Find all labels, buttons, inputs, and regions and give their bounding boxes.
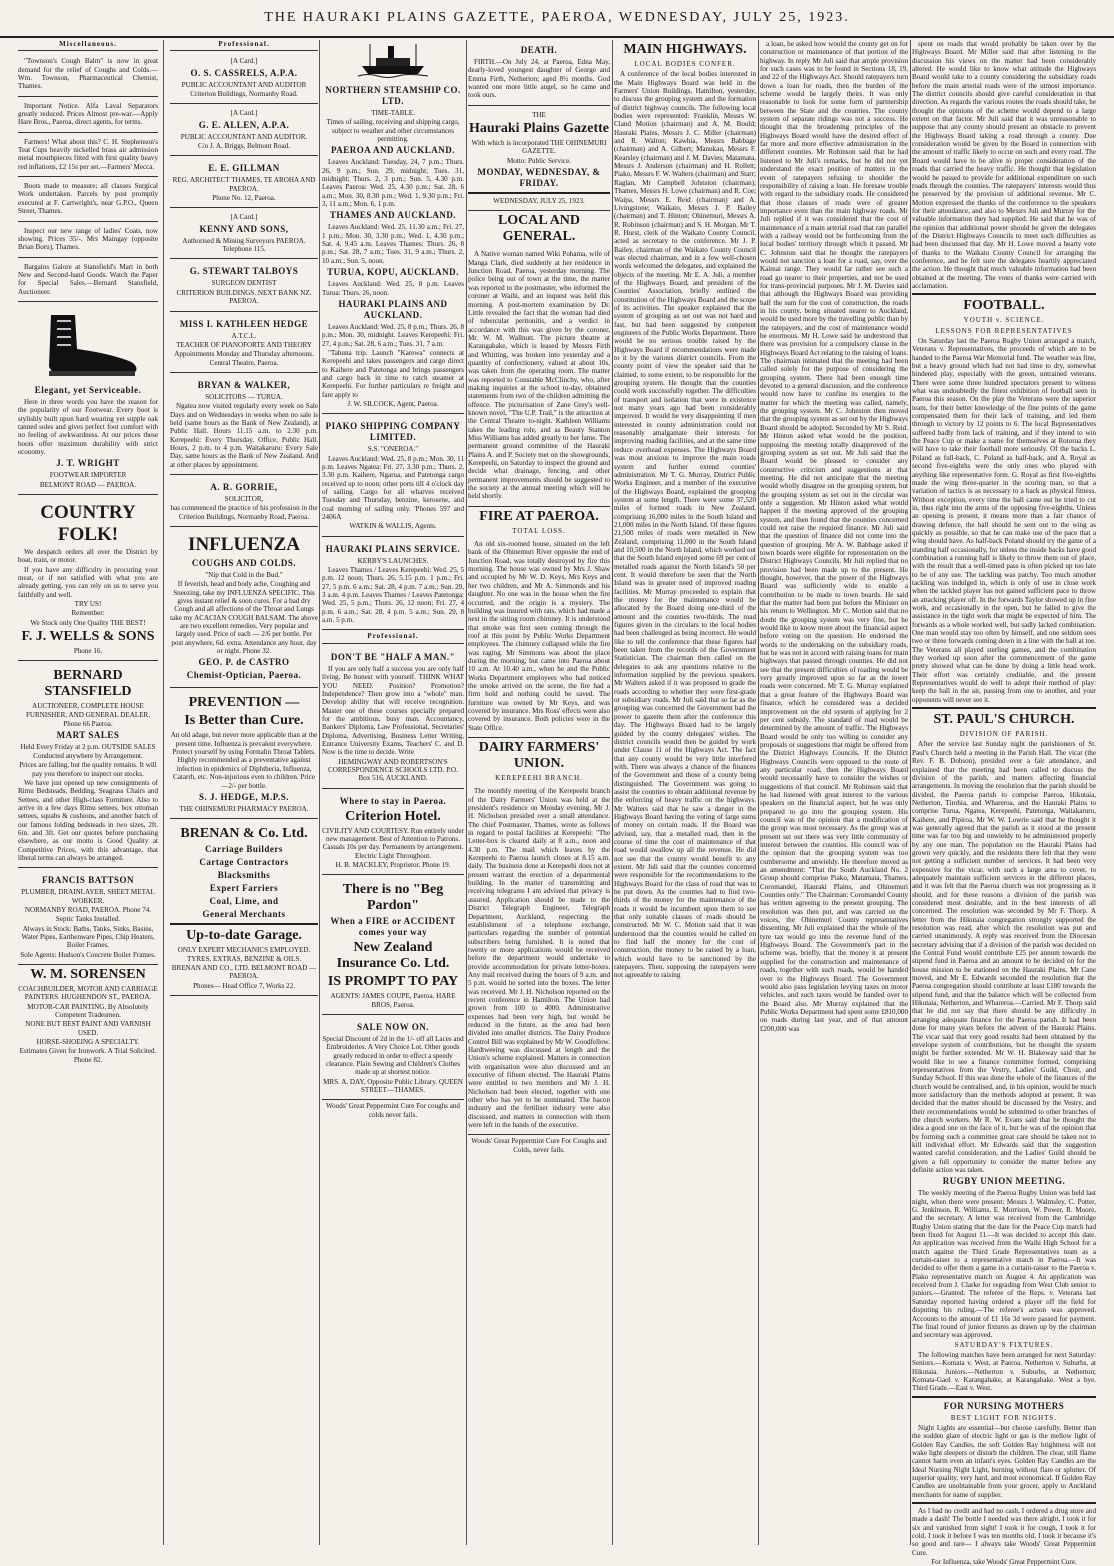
masthead: THE HAURAKI PLAINS GAZETTE, PAEROA, WEDNESDAY, JULY 25, 1923. (0, 0, 1114, 38)
ad-brenan (170, 821, 318, 996)
ad-sign: J. W. SILCOCK, Agent, Paeroa. (347, 399, 439, 408)
ad-phone: Phone 16. (73, 647, 103, 656)
column-rule (466, 40, 467, 1545)
ad-text: Prices are falling, but the quality remains. It will pay you therefore to inspect our stocks. (19, 761, 157, 778)
ad-steamship (322, 80, 464, 414)
ad-advertiser: GEO. P. de CASTRO (198, 657, 290, 668)
ad-list-item: General Merchants (202, 909, 286, 920)
column-3 (322, 40, 464, 1545)
ad-sign: Chemist-Optician, Paeroa. (186, 670, 302, 681)
route-title: THAMES AND AUCKLAND. (329, 210, 457, 221)
ad-advertiser: BERNARD STANSFIELD (44, 668, 132, 700)
article-body: a loan, he asked how would the county get on for construction or maintenance of that portion of the highway. In reply Mr Juli said that ample provision for such cases was to be found in Sections 18, 19, and 22 of the Highways Act. Should ratepayers turn down a loan for roads, then the burden of the scheme would be largely theirs. It was only reasonable to look for some form of partnership between the State and the counties. The county system of separate ridings was not a success. He thought that the broadening principles of the Highways Board would have the desired effect of far more and more effective administration in the different counties. Mr Robinson said that he had listened to Mr Juli's remarks, but he did not yet understand the exact position of matters in the event of ratepayers refusing to shoulder the responsibility of raising a loan. He foresaw trouble with regard to the subsidiary roads. He considered that those classes of roads were of greater importance even than the main highway roads. Mr Juli replied if it was considered that the cost of maintenance of a main arterial road that ran parallel with a railway would not be forthcoming from the local bodies' territory through which it passed. Mr C. Johnston said that he thought the ratepayers would not sanction a loan for a road, say, over the Kaimai range. They would far rather see such a road go nearer to their properties, and not be used for trans-provincial purposes. Mr J. M. Davies said that although the Highways Board was providing half the sum for the cost of construction, the roads in his county, being situated nearer to Auckland, would be used more by the travelling public than by the ratepayers, and the cost of maintenance would be enormous. Mr H. Lowe said he understood that there was provision for a compulsory clause in the Highways Board Act relating to the raising of loans. The chairman intimated that the meeting had been called solely for the purpose of considering the grouping system. There had been enough time devoted to a general discussion, and the conference would now have to confine its energies to the matter for which the meeting was called, namely, the grouping system. Mr C. Johnston then moved that the grouping system as set out by the Highways Board should be adopted. Seconded by Mr S. Reid. Mr Hinton asked what would be the position, supposing the meeting totally disapproved of the grouping system as set out. Mr Juli said that the Board would be pleased to consider any constructive criticism and suggestions at that meeting. He did not anticipate that the meeting would wholly disagree on the grouping system, but the grouping system as set out in the circular was only a suggestion. Mr Hinton asked what would happen if the meeting approved of the grouping system, and then found that the counties concerned could not raise the required finance. Mr Juli said that the question of finance did not come into the question of grouping. Mr A. W. Babbage asked if town boards were eligible for representation on the District Highways Councils. Mr Juli replied that no provision had been made up to the present. He thought, however, that the power of the Highways Board was sufficiently wide to enable a contribution to be made to town boards. He said that the matter had been put before the Minister on his return to Wellington. Mr C. Motion said that no doubt the grouping system was very fine, but he would like to know more about the financial aspect before voting on the question. He endorsed the words to the undertaking on the subsidiary roads, but he was not in accord with raising loans for main highways that passed through counties. He did not see that the present difficulties of roading would be very greatly improved upon so far as the lower roads were concerned. Mr T. G. Murray explained that a great feature of the Highways Board was finance, which he considered was a decided improvement on the old system of applying for 2 per cent subsidy. The standard of road would be determined by the amount of traffic. The Highways Board would be only too willing to consider any proposals or suggestions that might be offered from the District Highways Councils. If the District Highways Councils were opposed to the route of any particular road, then the Highways Board would necessarily have to consider the wishes or suggestions of that council. Mr Robinson said that he had listened with great interest to the various speakers on the financial aspect, but he was only prepared to go into the grouping system. His council was of the opinion that a modification of the group was most necessary. As the group was at present set out there was very little community of interest between the counties. His council was of the opinion that the grouping system was too cumbersome and unwieldy. He therefore moved as an amendment: "That the South Auckland No. 2 Group should comprise Piako, Matamata, Thames, Coromandel, Hauraki Plains, and Ohinemuri Counties only." The Chairman: Coromandel County has written agreeing to the present grouping. The resolution was then put, and was carried on the voices, the Ohinemuri County representatives dissenting. Mr Juli explained that the whole of the tyre tax would go into the revenue fund of the Highways Board. The Government's part in the scheme was, briefly, that the money it at present supplied for the construction and maintenance of roads, together with such roads, would be handed over to the Highways Board. The Government would also pass legislation levying taxes on motor vehicles, and such taxes would be handed over to the Board also. Mr Murray explained that the Public Works Department had spent some £810,000 on roads during last year, and of that amount £200,000 was (760, 40, 908, 1033)
ad-title: There is no "Beg Pardon" (342, 882, 444, 914)
ad-boots (18, 179, 158, 221)
card-text: Appointments Monday and Thursday afternoons. Central Theatre, Paeroa. (174, 350, 314, 367)
ad-text: "Townson's Cough Balm" is now in great demand for the relief of Coughs and Colds.—Wm. Townson, Pharmaceutical Chemist, Thames. (18, 57, 158, 91)
nameplate-title: Hauraki Plains Gazette (469, 121, 609, 137)
card-title: Authorised & Mining Surveyors PAEROA. Telephone 115. (182, 236, 306, 254)
article-subtitle: SATURDAY'S FIXTURES. (954, 1340, 1054, 1349)
ad-text: We Stock only One Quality THE BEST! (30, 618, 146, 627)
article-body: A Native woman named Wiki Pohama, wife of Manga Clark, died suddenly at her residence in Junction Road, Paeroa, yesterday morning. The police being out of town at the time, the matter was reported to the postmaster, who informed the coroner at Waihi, and an inquest was held this morning. A post-mortem examination by Dr. Little revealed the fact that the woman had died of tubercular peritonitis, and a verdict in accordance with this was given by the coroner, Mr. W. M. Wallnutt. The picture theatre at Karangahake, which is leased by Messrs Firth and Whitting, was broken into yesterday and a quantity of confectionery, valued at about 10s, was taken from the operating room. The matter was reported to Constable McClinchy, who, after making inquiries at the school to-day, obtained statements from two of the children admitting the offence. The picturisation of Zane Grey's well-known novel, "The U.P. Trail," is the attraction at the Central Theatre to-night. Kathleen Williams takes the leading role, and as Beauty Stanton Miss Williams has added greatly to her fame. The permanent ground committee of the Hauraki Plains A. and P. Society met on the showgrounds, Kerepeehi, on Saturday to inspect the ground and decide what drainage, fencing, and other permanent improvements should be suggested to the society at the annual meeting which will be held shortly. (468, 250, 610, 501)
card-text: Ngatea now visited regularly every week on Sale Days and on Wednesdays in weeks when no sale is held (same hours as the Bank of New Zealand), at Public Hall. Hours 11.15 a.m. to 2.30 p.m. Kerepeehi: Every Thursday. Office, Public Hall. Hours, 2 p.m. to 4 p.m. Waitakaruru: Every Sale Day, same hours as the Bank of New Zealand. And at other places by appointment. (170, 402, 318, 469)
paper-nameplate (468, 108, 610, 212)
ad-text: An old adage, but never more applicable than at the present time. Influenza is prevalent everywhere. Protect yourself by using Formalin Throat Tablets. Highly recommended as a preventative against infection in epidemics of Diphtheria, Influenza, Catarrh, etc. Non-injurious even to children. Price—2/- per bottle. (170, 731, 318, 790)
ad-title: INFLUENZA (188, 534, 300, 555)
article-title: DAIRY FARMERS' UNION. (478, 740, 600, 771)
ad-quote: "Nip that Cold in the Bud." (205, 571, 283, 579)
ad-subtitle: COACHBUILDER, MOTOR AND CARRIAGE PAINTERS. HUGHENDON ST., PAEROA. (18, 985, 158, 1002)
ad-country-folk (18, 497, 158, 661)
ad-text: Boots made to measure; all classes Surgical Work undertaken. Parcels by post promptly executed at F. Cartwright's, near G.P.O., Queen Street, Thames. (18, 182, 158, 216)
ad-list-item: Coal, Lime, and (209, 896, 279, 907)
notice-title: DEATH. (520, 45, 558, 55)
card-title: PUBLIC ACCOUNTANT AND AUDITOR. (180, 132, 308, 141)
ad-advertiser: FRANCIS BATTSON (41, 875, 135, 886)
nameplate-days: MONDAY, WEDNESDAY, & FRIDAY. (477, 167, 601, 189)
card-name: MISS I. KATHLEEN HEDGE (179, 318, 309, 329)
column-5 (614, 40, 756, 1545)
column-2 (170, 40, 318, 1545)
ad-text: Septic Tanks Installed. (55, 915, 121, 924)
ad-advertiser: S. J. HEDGE, M.P.S. (199, 791, 289, 802)
ad-advertiser: W. M. SORENSEN (30, 967, 146, 983)
ad-text: Farmers! What about this? C. H. Stephenson's Teat Cups heavily nickelled brass air admission metal mouthpieces fitted with first quality heavy red inflations, £2 15s per set.—Farmers' Mecca. (18, 137, 158, 171)
column-rule (163, 40, 164, 1545)
ad-text: Important Notice. Alfa Laval Separators greatly reduced. Prices Almost pre-war.—Apply Hare Bros., Paeroa, direct agents, for terms. (18, 101, 158, 127)
ad-woods: Woods' Great Peppermint Cure For Coughs and Colds, never fails. (471, 1137, 607, 1154)
nameplate-sub: With which is incorporated THE OHINEMURI GAZETTE. (471, 139, 607, 156)
ad-woods: Woods' Great Peppermint Cure For coughs and colds never fails. (326, 1102, 460, 1119)
divider (170, 923, 318, 925)
route-title: TURUA, KOPU, AUCKLAND. (327, 267, 459, 278)
card-name: BRYAN & WALKER, (197, 379, 291, 390)
ad-sign: WATKIN & WALLIS, Agents. (349, 522, 437, 531)
divider (912, 1396, 1096, 1398)
ad-advertiser: BRENAN & Co. Ltd. (180, 826, 308, 842)
card-name: O. S. CASSRELS, A.P.A. (190, 67, 298, 78)
article-title: LOCAL AND GENERAL. (497, 213, 581, 245)
card-name: G. E. ALLEN, A.P.A. (198, 119, 290, 130)
card-address: Phone No. 12, Paeroa. (212, 194, 276, 203)
ad-advertiser: NORTHERN STEAMSHIP CO. LTD. (325, 85, 461, 106)
ad-prevention (170, 690, 318, 819)
card-address: CRITERION BUILDINGS. NEXT BANK NZ. PAEROA. (176, 288, 312, 306)
article-body: The weekly meeting of the Paeroa Rugby Union was held last night, when there were present: Messrs J. Walmsley, C. Potter, G. Jenkinson, R. Williams, E. Morrison, W. Power, R. Moore, and the secretary. A letter was received from the Cambridge Rugby Union stating that the date for the Peace Cup match had been fixed for August 11.—It was decided to accept this date. An application was received from the Waihi High School for a match against the Third Grade Representatives team as a curtain-raiser to a representative match in Paeroa.—It was decided to offer them a game in a curtain-raiser to the Paeroa v. Piako representative match on August 4. An application was received from J. Clarke for regrading from West Club senior to juniors.—Granted. The referee of the Reps. v. Veterans last Saturday reported having ordered a player off the field for disputing his ruling.—The referee's action was approved. Accounts to the amount of £1 16s 3d were passed for payment. The final round of junior fixtures as drawn up by the chairman and secretary was approved. (912, 1189, 1096, 1340)
ad-text: Inspect our new range of ladies' Coats, now showing. Prices 35/-. Mrs Maingay (opposite Brian Boru), Thames. (18, 226, 158, 252)
ad-text: We have just opened up new consignments of Rimu Bedsteads, Bedding, Seagrass Chairs and Settees, and other High-class Furniture. Also to arrive in a few days Rimu settees, box ottoman settees, squabs & cushions, and another batch of our famous folding bedsteads in two sizes, 2ft. 6in. and 3ft. Get our quotes before purchasing elsewhere, as our motto is Good Quality at Competitive Prices, with this advantage, that liberal terms can always be arranged. (18, 778, 158, 862)
ad-advertiser: HAURAKI PLAINS SERVICE. (325, 543, 461, 554)
ad-sorensen (18, 967, 158, 1064)
ad-list-item: Blacksmiths (217, 870, 271, 881)
article-body: After the service last Sunday night the parishioners of St. Paul's Church held a meeting in the Parish Hall. The vicar (the Rev. F. B. Dobson), presided over a fair attendance, and explained that the meeting had been called to discuss the division of the parish, and matters affecting financial arrangements. In moving the resolution that the parish should be divided, the Paeroa parish to comprise Paeroa, Hikutaia, Netherton, Tirohia, and Whareroa, and the Hauraki Plains to comprise Turua, Ngatea, Kerepeehi, Patetonga, Waitakaruru, Kaihere, and Pipiroa, Mr W. W. Lowrie said that he thought it was generally agreed that the parish as it stood at the present time was far too big and unwieldy to be administered properly by any one man. The population on the Hauraki Plains had grown very quickly, and the residents there felt that they were not getting a sufficient number of services. It had been very expensive for the vicar, with such a large area to cover, to adequately maintain sufficient services in the different places, and it was felt that the Paeroa church was not progressing as it should, and for these reasons a division of the parish was considered most desirable, and in the best interests of all concerned. The resolution was seconded by Mr F. Thorp. A letter from the Hikutaia congregation strongly supported the resolution was read, after which the resolution was put and carried unanimously. A reply was received from the Diocesan secretary advising that if a division of the parish was decided on the Central Fund would contribute £25 per annum towards the stipend fund in Paeroa and an amount to be decided on for the house mission to be stationed on the Hauraki Plains. Mr Cane moved, and Mr E. Edwards seconded the resolution that the Paeroa congregation should contribute at least £180 towards the stipend fund, and that the balance which will be collected from Hikutaia, Netherton, and Whareroa.—Carried. Mr F. Thorp said that he did not say that there should be any difficulty in arranging adequate finance for the Paeroa parish. It had been done for many years before the advent of the Hauraki Plains. The vicar said that very good results had been obtained by the envelope system of contributions, but he thought the system might be further extended. Mr W. H. Blakeway said that he would like to see a finance committee formed, comprising representatives from the Vestry, Ladies' Guild, Choir, and Sunday School. If this was done the whole of the finances of the church would be centralised, and, in his opinion, would be much more satisfactory than the methods adopted at present. It was decided that the matter should be discussed by the Vestry, and their recommendations would be submitted to other branches of the church workers. Mr R. W. Evans said that he thought the idea a good one on the face of it, but he was of the opinion that by forming such a committee great care should be taken not to kill individual effort. Mr Edwards said that the suggestion wanted careful consideration, and the Ladies' Guild should be given a full opportunity to consider the matter before any definite action was taken. (912, 740, 1096, 1174)
column-6 (760, 40, 908, 1545)
ad-text: TRY US! (74, 600, 102, 609)
card-cassrels (170, 54, 318, 104)
ad-text: Night Lights are essential—but choose carefully. Better than the sodden glare of electric light or gas is the mellow light of Golden Ray Candles, the soft Golden Ray brightness will not wake light sleepers or disturb the children. The clear, still flame cannot harm even an infant's eyes. Golden Ray Candles are the Ideal Nursing Night Light, burning without flare or splutter. Of superior quality, very hard, and most economical. If Golden Ray Candles are unobtainable from your grocer, apply to Auckland merchants for name of supplier. (912, 1423, 1096, 1499)
article-subtitle: DIVISION OF PARISH. (959, 730, 1049, 739)
ad-half-a-man (322, 647, 464, 789)
divider (912, 293, 1096, 295)
card-title: PUBLIC ACCOUNTANT AND AUDITOR (181, 80, 307, 89)
article-title: FOOTBALL. (963, 298, 1045, 314)
card-bryan-walker (170, 375, 318, 475)
ad-agents: AGENTS: JAMES COUPE, Paeroa. HARE BROS, Paeroa. (330, 992, 456, 1009)
article-fire (468, 537, 610, 738)
ad-text: "Tahuna trip. Launch "Karewa" connects at Kerepeehi and takes passengers and cargo direct to Kaihere and Patetonga and brings passengers and cargo back in time to catch steamer at Kerepeehi. For further particulars re freight and fare apply to (322, 348, 464, 399)
column-rule (319, 40, 320, 1545)
article-body: On Saturday last the Paeroa Rugby Union arranged a match, Veterans v. Representatives, the proceeds of which are to be handed to the Paeroa War Memorial fund. The weather was fine, but a heavy ground which had not had time to dry, somewhat hindered play, especially with the green, untrained veterans. There were some three hundred spectators present to witness what was undoubtedly the finest exhibition of football seen in Paeroa this season. On the play the Veterans were the superior team, for their better knowledge of the fine points of the game compensated them for their lack of training, and led them through to victory by 12 points to 6. The local Representatives suffered badly from lack of training, and if they intend to win the Peace Cup or make a name for themselves at Rotorua they will have to take their football more seriously. Of the backs L. Poland as full-back, C. Poland as half-back, and A. Royal as second five-eighths were the only ones who played with anything like representative form. G. Royal as first five-eighths made the wing three-quarter in the scoring man, so that a variation of tactics is as necessary to a back as physical fitness. Without exception, every time the ball came out he tried to cut in, thus right into the arms of the opposing five-eighths. Unless an opening is present, it means more than a fair chance of drawing defence, the ball should be sent out to the wing as quickly as possible, so that he can make use of the pace that a wing should have. As half-back Poland should try the game of a standing half occasionally, for unless the inside backs have good combination a running half is likely to throw them out of place, with the result that a well-timed pass is often picked up too late to be of any use. The tackling was patchy. Too much smother tackling was indulged in, which is only of use in close work when the tackled player has not gained sufficient pace to throw an attacking player off. In the forwards Taylor showed up in fine work, and occasionally in the open, but he failed to give the assistance in the tight work that might be expected of him. The forwards as a whole worked well, but sadly lacked combination. One man would stay too often by himself, and one seldom sees two or three forwards coming down in a line with the ball at toe. The Veterans all played sterling games, and the combination they worked up soon after the commencement of the game pretty showed what can be done by doing a little head work. Their effort was certainly creditable, and the present Representatives would do well to adopt their method of play: keep the ball in the air, passing from one to another, and your opponents will never see it. (912, 337, 1096, 704)
card-hedge (170, 314, 318, 373)
nameplate-the: THE (532, 110, 546, 119)
card-kenny (170, 210, 318, 259)
article-body: A conference of the local bodies interested in the Main Highways Board was held in the Farmers' Union Buildings, Hamilton, yesterday, to discuss the grouping system and the formation of district highway councils. The following local bodies were represented: Franklin, Messrs W. Cland Motion (chairman) and A. M. Bould; Hauraki Plains, Messrs J. C. Miller (chairman) and R. Walton; Kawhia, Messrs Babbage (chairman) and A. Gilbert; Manukau, Messrs F. Kearsley (chairman) and J. M. Davies; Matamata, Messrs J. Anderson (chairman) and H. Rollett; Piako, Messrs F. W. Walters (chairman) and Starr; Raglan, Mr Campbell Johnston (chairman); Thames, Messrs H. Lowe (chairman) and R. Coe; Waipa, Messrs E. Reid (chairman) and A. Livingstone; Waikato, Messrs J. P. Bailey (chairman) and T. Hinton; Ohinemuri, Messrs A. R. Robinson (chairman) and S. H. Morgan. Mr T. R. Hurst, clerk of the Waikato County Council, acted as secretary to the conference. Mr J. P. Bailey, chairman of the Waikato County Council was elected chairman, and in a few well-chosen words welcomed the delegates, and explained the objects of the meeting. Mr E. A. Juli, a member of the Highways Board, and president of the Counties' Association, briefly outlined the constitution of the Highways Board and the scope of its activities. The speaker explained that the system of grouping as set out was not hard and fast, but had been suggested by competent engineers of the Public Works Department. There would be no serious trouble raised by the Highways Board if recommendations were made to it by the various district councils. From the county point of view the speaker said that he claimed, to some extent, to be responsible for the grouping system. He thought that the counties could work successfully together. The difficulties of transport and isolation that were in existence not many years ago had been considerably improved. It would be very disappointing if men interested in county administration could not reasonably amalgamate their interests for improving roading facilities, and at the same time reduce overhead expenses. The Highways Board was most anxious to improve the main roads system and further extend counties' administration. Mr T. G. Murray, District Public Works Engineer, and a member of the executive of the Highways Board, explained the grouping system at some length. There were some 37,520 miles of formed roads in New Zealand, comprising 16,000 miles in the South Island and 21,000 miles in the North Island. Of these figures 21,500 miles of roads were metalled in New Zealand, comprising 11,000 in the South Island and 10,500 in the North Island, which worked out that the South Island enjoyed some 69 per cent of metalled roads against the North Island's 50 per cent. It would therefore be seen that the North Island was in greater need of improved roading facilities. Mr Murray proceeded to explain that the money for the maintenance would be allocated by the Board doing one-third of the amount and the counties two-thirds. The road figures given in the circulars to the local bodies had been challenged as being incorrect. He would like to tell the conference that these figures had been taken from the records of the Government Statistician. The chairman then called on the delegates to ask any questions relative to the information supplied by the previous speakers. Mr Walters asked if it was proposed to grade the roads according to whether they were first-grade or subsidiary roads. Mr Juli said that so far as the grouping was concerned the Government had the power to gazette them after the conference this day. The Highways Board had to be largely guided by the county delegates' wishes. The district councils would then be guided by work under Clause 11 of the Highways Act. The fact that any county would be very little interfered with. There was always a chance of the finances of the Government and those of a county being distinguished. The Government was going to assist the counties to obtain additional revenue by the enforcing of heavy traffic on the highways. Mr Walters said that he saw a danger in the Highways Board having the voting of large sums of money on certain roads. If the Board was advised, say, that a metalled road, then in the course of time the cost of maintenance of that road would swallow up all the revenue. He did not see that the county would benefit to any extent. Mr Juli said that the counties concerned were responsible for the recommendations to the Highways Board for the class of road that was to be put down. As the counties had to find two-thirds of the money for the maintenance of the roads it would be incumbent upon them to see that only suitable classes of roads should be constructed. Mr W. C. Motion said that it was understood that the counties would be called on to find half the money for the cost of construction, the money to be raised by a loan, which would have to be sanctioned by the ratepayers. Then, supposing the ratepayers were not agreeable to raising (614, 70, 756, 980)
ad-text: Remember: (71, 609, 105, 618)
ad-advertiser: New Zealand Insurance Co. Ltd. (336, 940, 450, 972)
ad-subtitle: TIME-TABLE. (371, 109, 415, 117)
ad-subtitle: COUGHS AND COLDS. (191, 558, 297, 568)
ad-text: If feverish, head and body ache, Coughing and Sneezing, take my INFLUENZA SPECIFIC. This gives instant relief & soon cures. For a bad dry Cough and all affections of the Throat and Lungs take my ACACIAN COUGH BALSAM. The above are two excellent remedies. Very popular and largely used. Price of each — 2/6 per bottle. Per post anywhere, 6d. extra. Attendance any hour, day or night. Phone 32. (170, 580, 318, 656)
article-title: ST. PAUL'S CHURCH. (933, 712, 1075, 728)
article-title: RUGBY UNION MEETING. (942, 1176, 1066, 1187)
notice-text: FIRTH.—On July 24, at Paeroa, Edna May, dearly-loved youngest daughter of George and Emma Firth, Netherton; aged 8½ months. God wanted one more little angel, so he came and took ours. (468, 58, 610, 100)
ad-slogan: IS PROMPT TO PAY (327, 974, 459, 990)
route-title: PAEROA AND AUCKLAND. (330, 145, 456, 156)
ad-sign: HEMINGWAY AND ROBERTSON'S CORRESPONDENCE SCHOOLS LTD. P.O. Box 516, AUCKLAND. (328, 757, 458, 783)
ad-advertiser: F. J. WELLS & SONS (21, 629, 155, 645)
ad-text: We despatch orders all over the District by boat, train, or motor. (18, 548, 158, 565)
ad-title: SALE NOW ON. (356, 1022, 430, 1033)
ad-text: Always in Stock: Baths, Tanks, Sinks, Basins, Water Pipes, Earthenware Pipes, Chip Heaters, Boiler Frames. (21, 924, 155, 950)
ad-text: Times of sailing, receiving and shipping cargo, subject to weather and other circumstances permitting. (326, 118, 460, 144)
ad-text: Estimates Given for Ironwork. A Trial Solicited. Phone 82. (19, 1047, 157, 1064)
article-body: An old six-roomed house, situated on the left bank of the Ohinemuri River opposite the end of Junction Road, was totally destroyed by fire this morning. The house was owned by Mrs J. Shaw and occupied by Mr W. D. Keys, Mrs Keys and her two children, and Mr A. Simmonds and his daughter. No one was in the house when the fire occurred, and the origin is a mystery. The building was insured with rats, which had made a nest in the sitting room chimney. It is understood that smoke was first seen coming through the roof at this point by Public Works Department employees. The chimney collapsed while the fire was raging. Mr Simmons was about the place during the morning, but came into Paeroa about 10 a.m. At 10.40 a.m., when he and the Public Works Department employees who had noticed the smoke arrived on the scene, the fire had a firm hold and nothing could be saved. The furniture was owned by Mr Keys, and was covered by insurance. Mrs Ross' effects were also covered by insurance. Both policies were in the State Office. (468, 540, 610, 732)
ad-text: Held Every Friday at 2 p.m. OUTSIDE SALES Conducted anywhere by Arrangement. (20, 743, 156, 760)
ad-subtitle: AUCTIONEER, COMPLETE HOUSE FURNISHER, AND GENERAL DEALER. (25, 702, 151, 719)
ad-list-item: Expert Farriers (209, 883, 279, 894)
ad-plains-service (322, 539, 464, 631)
column-rule (758, 40, 759, 1545)
card-name: E. E. GILLMAN (208, 163, 280, 174)
ad-criterion-hotel (322, 791, 464, 876)
ad-text: Sole Agents: Hudson's Concrete Boiler Frames. (20, 950, 156, 959)
ad-list-item: Cartage Contractors (199, 857, 289, 868)
ad-sign: THE OHINEMURI PHARMACY PAEROA. (179, 804, 309, 813)
ad-title: Up-to-date Garage. (186, 928, 302, 944)
ad-woods: For Influenza, take Woods' Great Peppermint Cure. (931, 1558, 1077, 1566)
ad-sale (322, 1017, 464, 1100)
article-subtitle: TOTAL LOSS. (512, 526, 566, 535)
ad-text: Leaves Thames / Leaves Kerepeehi: Wed. 25, 5 p.m. 12 noon; Thurs. 26, 5.15 p.m. 1 p.m.; Fri. 27, 5 p.m. 6 a.m.; Sat. 28, 4 p.m. 7 a.m.; Sun. 29, 3 a.m. 4 p.m. Leaves Thames / Leaves Patetonga: Wed. 25, 5 p.m.; Thurs. 26, 12 noon; Fri. 27, 4 p.m. 6 a.m.; Sat. 28, 4 p.m. 5 a.m.; Sun. 29, 8 a.m. 5 p.m. (322, 566, 464, 625)
article-subtitle: YOUTH v. SCIENCE. (963, 316, 1045, 325)
ad-title: PREVENTION — (188, 695, 300, 711)
route-text: Leaves Auckland: Wed. 25, 8 p.m.; Thurs. 26, 8 p.m.; Mon. 30, midnight. Leaves Kerepeehi: Fri. 27, 4 p.m.; Sat. 28, 6 a.m.; Tues. 31, 7 a.m. (322, 322, 464, 348)
route-text: Leaves Auckland: Wed. 25, 11.30 a.m.; Fri. 27, 1 p.m.; Mon. 30, 3.30 p.m.; Wed. 1, 4.30 p.m.; Sat. 4, 9.45 a.m. Leaves Thames: Thurs. 26, 8 p.m.; Sat. 28, 7 a.m.; Tues. 31, 9 a.m.; Thurs. 2, 10 a.m.; Sun. 5, noon. (322, 223, 464, 265)
ad-nz-insurance (322, 877, 464, 1015)
card-title: SOLICITOR, (224, 494, 264, 503)
ad-title: FOR NURSING MOTHERS (943, 1400, 1065, 1411)
boot-icon (33, 311, 143, 381)
ad-text: Leaves Auckland: Wed. 25, 8 p.m.; Mon. 30, 11 p.m. Leaves Ngatea: Fri. 27, 3.30 p.m.; Thurs. 2, 3.30 p.m. Kaihere, Ngarua, and Patetonga cargo received up to noon; other ports till 4 o'clock day of sailing. Cargo for all wharves received Tuesday and Thursday, benzine, kerosene, and coal morning of sailing only. 'Phones 597 and 2406A (322, 454, 464, 522)
card-title: SURGEON DENTIST (211, 279, 277, 288)
article-title: FIRE AT PAEROA. (479, 508, 599, 524)
card-name: G. STEWART TALBOYS (189, 266, 299, 277)
card-subtitle: TEACHER OF PIANOFORTE AND THEORY (176, 340, 312, 349)
card-address: C/o J. A. Briggs, Belmont Road. (197, 142, 291, 151)
nameplate-motto: Motto: Public Service. (506, 156, 572, 165)
ad-address: BRENAN AND CO., LTD. BELMONT ROAD — PAEROA. (171, 963, 317, 981)
ad-text: If you have any difficulty in procuring your meat, or if not satisfied with what you are already getting, you can rely on us to serve you faithfully and well. (18, 565, 158, 599)
ad-list-item: Carriage Builders (205, 844, 283, 855)
ad-stansfield (18, 663, 158, 868)
card-name: KENNY AND SONS, (199, 223, 289, 234)
article-body: The following matches have been arranged for next Saturday: Seniors.—Komata v. West, at Paeroa. Netherton v. Suburbs, at Hikutaia. Juniors.—Netherton v. Suburbs, at Netherton; Komata-Gaol v. Karangahake, at Karangahake. West a bye. Third Grade.—East v. West. (912, 1350, 1096, 1393)
card-title: REG. ARCHITECT THAMES, TE AROHA AND PAEROA. (172, 176, 316, 193)
ad-title: MART SALES (56, 730, 120, 741)
article-local (468, 247, 610, 506)
card-gillman (170, 158, 318, 208)
card-name: A. R. GORRIE, (210, 481, 278, 492)
ad-text: NONE BUT BEST PAINT AND VARNISH USED. (25, 1020, 151, 1037)
ad-text: Bargains Galore at Stansfield's Mart in both New and Second-hand Goods. Watch the Paper for Special Sales.—Bernard Stansfield, Auctioneer. (18, 262, 158, 296)
section-heading: Miscellaneous. (18, 40, 158, 51)
ad-townson (18, 54, 158, 96)
card-gorrie (170, 477, 318, 527)
article-title: MAIN HIGHWAYS. (623, 42, 747, 57)
route-title: HAURAKI PLAINS AND AUCKLAND. (338, 298, 448, 320)
ad-advertiser: J. T. WRIGHT (56, 458, 120, 469)
ad-subtitle: FOOTWEAR IMPORTER (49, 471, 127, 480)
ad-battson (18, 870, 158, 965)
card-label: [A Card.] (230, 213, 258, 222)
ad-text: CIVILITY AND COURTESY. Run entirely under new management. Best of Attention to Patrons. Casuals 10s per day. Permanents by arrangement. Electric Light Throughout. (322, 826, 464, 860)
card-text: has commenced the practice of his profession in the Criterion Buildings, Normanby Road, Paeroa. (170, 504, 318, 521)
divider (912, 1502, 1096, 1504)
ad-subtitle: BEST LIGHT FOR NIGHTS. (950, 1413, 1058, 1422)
ad-teat-cups (18, 135, 158, 177)
article-subtitle: LOCAL BODIES CONFER. (634, 60, 736, 68)
article-dairy (468, 784, 610, 1135)
ad-address: BELMONT ROAD — PAEROA. (39, 480, 137, 489)
route-text: Leaves Auckland: Wed. 25, 8 p.m. Leaves Turua: Thurs. 26, noon. (322, 280, 464, 297)
notice-death (468, 40, 610, 106)
column-4 (468, 40, 610, 1545)
column-7 (912, 40, 1096, 1566)
ad-text: ONLY EXPERT MECHANICS EMPLOYED. TYRES, EXTRAS, BENZINE & OILS. (177, 946, 311, 963)
article-subtitle: KEREPEEHI BRANCH. (495, 774, 583, 782)
column-rule (910, 40, 911, 1545)
ad-bargains (18, 260, 158, 302)
divider (468, 192, 610, 194)
card-address: Criterion Buildings, Normanby Road. (190, 90, 298, 99)
ad-text: Here in three words you have the reason for the popularity of our Footwear. Every boot is stylishly built upon hard wearing yet supple oak tanned soles and gives perfect foot comfort with no feeling of awkwardness. At our prices these boots offer maximum durability with strict economy. (18, 397, 158, 456)
ad-alfa-laval (18, 99, 158, 133)
ad-address: NORMANBY ROAD, PAEROA. Phone 74. (24, 905, 152, 914)
ad-phone: Phones— Head Office 7, Works 22. (193, 981, 295, 990)
ad-piako (322, 416, 464, 536)
ad-title: Criterion Hotel. (345, 808, 441, 824)
ad-footwear (18, 304, 158, 495)
ad-text: If you are only half a success you are only half living. Be honest with yourself. THINK WHAT YOU NEED. Position? Promotion? Independence? Then grow into a "whole" man. Develop ability that will receive recognition. Master one of these courses specially prepared for the ambitious, busy man. Accountancy, Bankers' Diploma, Law Professional, Secretaries' Diploma, Advertising, Business Letter Writing, Entrance University Exams, Teachers' C. and D. Now is the time to decide. Write (322, 664, 464, 757)
card-label: [A Card.] (230, 57, 258, 66)
steamship-icon (358, 42, 428, 78)
route-text: Leaves Auckland: Tuesday, 24, 7 p.m.; Thurs. 26, 9 p.m.; Sun. 29, midnight; Tues. 31, midnight; Thurs. 2, 3 p.m.; Sun. 5, 4.30 p.m. Leaves Paeroa: Wed. 25, 4.30 p.m.; Sat. 28, 6 a.m.; Mon. 30, 8.30 p.m.; Wed. 1, 9.30 p.m.; Fri. 3, 11 a.m.; Mon. 6, 1 p.m. (322, 158, 464, 209)
section-heading: Professional. (322, 632, 464, 643)
article-body: The monthly meeting of the Kerepeehi branch of the Dairy Farmers' Union was held at the president's residence on Monday evening, Mr J. H. Nicholson presided over a small attendance. The chief Postmaster, Thames, wrote as follows in regard to postal facilities at Kerepeehi: "The Letter-box is cleared daily at 8 a.m., noon and 4.30 p.m. The mail which leaves by the Kerepeehi to Paeroa launch closes at 8.15 a.m. daily. The business done at Kerepeehi does not at present warrant the erection of a departmental building. In the matter of transmitting and receiving telegrams I am advised that privacy is assured. Application should be made to the District Telegraph Engineer, Telegraph Department, Auckland, respecting the establishment of a telephone exchange, particulars regarding the number of potential subscribers being furnished. It is noted that twenty or more applications would be received before the department would undertake to provide accommodation for private letter-boxes. Any mail received during the hours of 9 a.m. and 5 p.m. would be sorted into the boxes. The letter was received. Mr J. H. Nicholson reported on the recent conference in Hamilton. The Union had grown from 100 to 4000. Administrative expenses had been very high, but would be reduced in the future, as the area had been divided into smaller districts. The Dairy Produce Control Bill was explained by Mr W. Goodfellow. Hardtweeing was discussed at length and the Union's scheme explained. Matters in connection with organisation were also discussed and an executive of fifteen elected. The Hauraki Plains were entitled to two members and Mr J. H. Nicholson had been elected, together with one other who has yet to be nominated. The bacon industry and the fertiliser industry were also discussed, and matters in connection with them were left in the hands of the executive. (468, 787, 610, 1130)
divider (912, 707, 1096, 709)
column-1 (18, 40, 158, 1545)
ad-subtitle: KERBY'S LAUNCHES. (357, 556, 429, 565)
ad-text: HORSE-SHOEING A SPECIALTY. (36, 1038, 140, 1047)
card-title: A.T.C.L. (231, 331, 257, 340)
section-heading: Professional. (170, 40, 318, 51)
ad-subtitle: Where to stay in Paeroa. (339, 795, 447, 806)
ad-sign: H. B. MACKLEY, Proprietor. Phone 19. (335, 861, 451, 869)
card-label: [A Card.] (230, 109, 258, 118)
ad-text: Special Discount of 2d in the 1/- off all Laces and Embroideries. A Very Choice Lot. Other goods greatly reduced in order to effect a speedy clearance. Plain Sewing and Children's Clothes made up at shortest notice. (322, 1035, 464, 1077)
ad-title: COUNTRY FOLK! (40, 502, 136, 545)
ad-subtitle: When a FIRE or ACCIDENT comes your way (330, 916, 456, 938)
card-title: SOLICITORS — TURUA. (205, 392, 283, 401)
ad-text: MOTOR-CAR PAINTING. By Absolutely Competent Tradesmen. (27, 1002, 149, 1020)
ad-sign: MRS. A. DAY, Opposite Public Library. QUEEN STREET—THAMES. (323, 1077, 463, 1095)
ad-subtitle: PLUMBER, DRAINLAYER, SHEET METAL WORKER. (21, 888, 155, 905)
article-subtitle: LESSONS FOR REPRESENTATIVES (935, 326, 1073, 335)
card-allen (170, 106, 318, 156)
ad-poem: As I had no credit and had no cash, I ordered a drug store and made a dash! The bottle I needed was there alright, I took it for six and vanished from sight! I took it for cough, I took it for cold, I took it before I was ten months old, I took it because it's so good and rare— I always take Woods' Great Peppermint Cure. (912, 1507, 1096, 1557)
article-body: spent on roads that would probably be taken over by the Highways Board. Mr Miller said that after listening to the discussion his views on the matter had been considerably altered. He would like to know what attitude the Highways Board would take to a county considering the subsidiary roads before the main arterial roads were of the utmost importance. The district councils should give careful consideration in that direction. As regards the various routes the roads should take, he thought the opinions of the scheme would depend to a large extent on that factor. Mr Juli said that it was unreasonable to suppose that any county should present an obstacle to prevent the Highways Board taking a road through a county. Due consideration would be given by the Board in connection with the amount of traffic likely to occur on such and every road. The Board would have to be alive to proper consideration of the roads that carried the heavy traffic. He thought that legislation would be passed to provide for additional expenditure on such roads through the counties. The ratepayers' interests would thus be preserved by the provision of additional revenue. Mr C. Motion expressed the thanks of the conference to the speakers for their attendance, and also to Messrs Juli and Murray for the valuable information they had supplied. He said that he was of the opinion that additional power should be given the delegates of the District Highways Councils to meet such difficulties as had been discussed that day. Mr H. Lowe moved a hearty vote of thanks to the Waikato County Council for arranging the conference, and he felt sure the delegates heartily appreciated the action. He thought that much valuable information had been obtained at the meeting. The votes of thanks were carried with acclamation. (912, 40, 1096, 290)
nameplate-date: WEDNESDAY, JULY 25, 1923. (493, 197, 585, 206)
ad-subtitle: S.S. "ONEROA." (367, 445, 419, 454)
column-rule (612, 40, 613, 1545)
ad-influenza (170, 529, 318, 688)
ad-advertiser: PIAKO SHIPPING COMPANY LIMITED. (325, 421, 461, 443)
ad-phone: Phone 66 Paeroa. (63, 720, 113, 729)
ad-title: Elegant, yet Serviceable. (34, 384, 142, 395)
ad-title: DON'T BE "HALF A MAN." (330, 651, 456, 662)
ad-coats (18, 224, 158, 258)
ad-subtitle: Is Better than Cure. (184, 713, 304, 729)
card-talboys (170, 261, 318, 311)
